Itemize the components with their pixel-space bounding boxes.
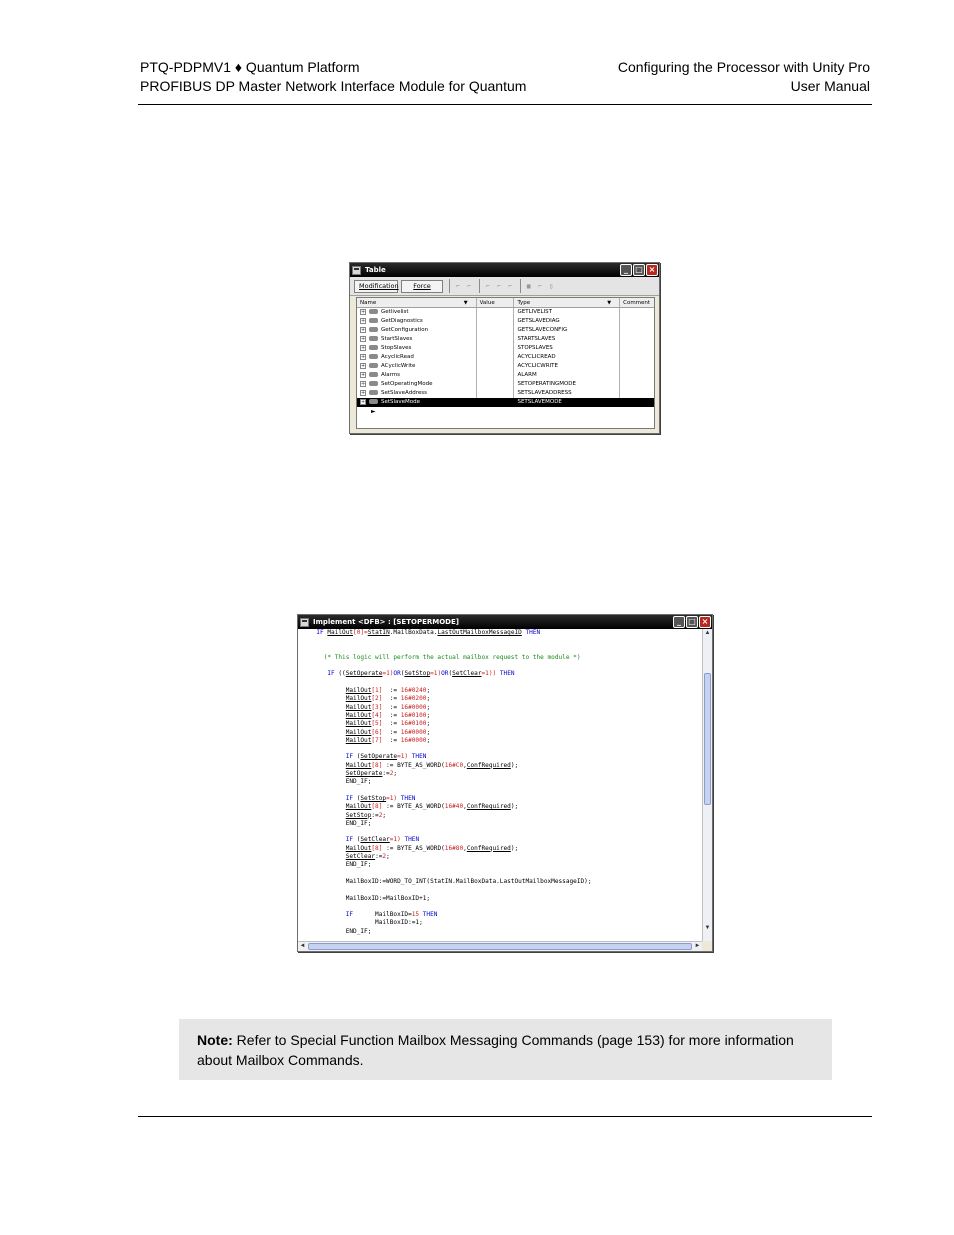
note-label: Note:: [197, 1032, 233, 1048]
row-type-cell: GETSLAVECONFIG: [514, 326, 620, 335]
code-line: MailBoxID:=WORD_TO_INT(StatIN.MailBoxData.LastOutMailboxMessageID);: [345, 877, 592, 885]
code-line: [298, 886, 592, 894]
row-type-cell: ACYCLICWRITE: [514, 362, 620, 371]
edge-toggle-icon[interactable]: ⌐ ⌐: [456, 282, 473, 290]
dfb-instance-icon: [369, 390, 378, 395]
row-value-cell: [477, 326, 515, 335]
expand-icon[interactable]: +: [361, 335, 366, 342]
table-row[interactable]: [357, 317, 654, 326]
code-line: MailOut[1] := 16#0240;: [345, 687, 431, 695]
scroll-up-icon[interactable]: ▲: [704, 630, 711, 636]
row-value-cell: [477, 308, 515, 317]
row-name-cell: [357, 344, 477, 353]
vertical-scroll-thumb[interactable]: [704, 673, 711, 805]
note-box: [179, 1019, 832, 1080]
dfb-instance-icon: [369, 354, 378, 359]
code-line: MailOut[8] := BYTE_AS_WORD(16#80,ConfRequired);: [345, 844, 519, 852]
expand-icon[interactable]: +: [361, 398, 366, 405]
modification-button[interactable]: Modification: [354, 280, 398, 293]
row-name-cell: [357, 362, 477, 371]
minimize-icon[interactable]: _: [620, 264, 632, 276]
code-line: MailOut[3] := 16#0000;: [345, 703, 431, 711]
row-type-cell: GETLIVELIST: [514, 308, 620, 317]
code-line: IF (SetClear=1) THEN: [345, 836, 420, 844]
row-type-cell: SETSLAVEMODE: [514, 398, 620, 407]
expand-icon[interactable]: +: [361, 308, 366, 315]
footer-rule: [138, 1116, 872, 1117]
row-value-cell: [477, 344, 515, 353]
scroll-down-icon[interactable]: ▼: [704, 925, 711, 931]
expand-icon[interactable]: +: [361, 353, 366, 360]
row-comment-cell: [620, 398, 654, 407]
scrollbar-corner: [702, 941, 712, 951]
code-line: [298, 662, 592, 670]
row-name-cell: [357, 308, 477, 317]
code-line: END_IF;: [345, 927, 372, 935]
editor-window-title: Implement <DFB> : [SETOPERMODE]: [313, 618, 459, 626]
code-line: IF MailBoxID=15 THEN: [345, 911, 438, 919]
table-window-title: Table: [365, 266, 386, 274]
table-window-titlebar[interactable]: [350, 263, 659, 277]
sort-arrow-icon[interactable]: ▼: [607, 300, 612, 306]
horizontal-scrollbar[interactable]: [298, 941, 702, 951]
row-value-cell: [477, 317, 515, 326]
row-name: AcyclicRead: [381, 354, 414, 360]
header-chapter: Configuring the Processor with Unity Pro: [617, 59, 870, 75]
editor-window-titlebar[interactable]: [298, 615, 712, 629]
row-value-cell: [477, 389, 515, 398]
code-line: END_IF;: [345, 819, 372, 827]
code-line: END_IF;: [345, 778, 372, 786]
row-name-cell: [357, 335, 477, 344]
code-line: MailBoxID:=1;: [345, 919, 423, 927]
row-comment-cell: [620, 389, 654, 398]
expand-icon[interactable]: +: [361, 380, 366, 387]
row-value-cell: [477, 398, 515, 407]
dfb-instance-icon: [369, 309, 378, 314]
code-line: IF MailOut[0]=StatIN.MailBoxData.LastOutMailboxMessageID THEN: [316, 629, 541, 636]
row-comment-cell: [620, 308, 654, 317]
variable-grid: [356, 297, 655, 429]
row-comment-cell: [620, 353, 654, 362]
table-row[interactable]: [357, 308, 654, 317]
code-line: MailBoxID:=MailBoxID+1;: [345, 894, 431, 902]
table-row[interactable]: [357, 326, 654, 335]
code-line: [298, 903, 592, 911]
toolbar-separator: [520, 279, 521, 293]
maximize-icon[interactable]: □: [633, 264, 645, 276]
expand-icon[interactable]: +: [361, 317, 366, 324]
dfb-instance-icon: [369, 381, 378, 386]
code-line: [298, 787, 592, 795]
code-line: (* This logic will perform the actual mailbox request to the module *): [323, 653, 581, 661]
table-row[interactable]: [357, 380, 654, 389]
app-icon: [300, 618, 309, 627]
row-name: StopSlaves: [381, 345, 412, 351]
table-row[interactable]: [357, 398, 654, 407]
app-icon: [352, 266, 361, 275]
row-name: SetSlaveAddress: [381, 390, 427, 396]
row-name-cell: [357, 353, 477, 362]
code-line: MailOut[7] := 16#0000;: [345, 736, 431, 744]
row-name-cell: [357, 317, 477, 326]
row-name: StartSlaves: [381, 336, 413, 342]
row-type-cell: STARTSLAVES: [514, 335, 620, 344]
code-line: MailOut[8] := BYTE_AS_WORD(16#C0,ConfRequired);: [345, 761, 519, 769]
sort-arrow-icon[interactable]: ▼: [463, 300, 468, 306]
row-comment-cell: [620, 335, 654, 344]
table-window: [349, 262, 660, 434]
code-editor[interactable]: [298, 629, 702, 943]
row-comment-cell: [620, 317, 654, 326]
row-comment-cell: [620, 371, 654, 380]
code-line: MailOut[6] := 16#0000;: [345, 728, 431, 736]
header-right: [618, 58, 870, 96]
expand-icon[interactable]: +: [361, 371, 366, 378]
row-name: GetConfiguration: [381, 327, 429, 333]
edge-force-icon[interactable]: ⌐ ⌐ ⌐: [485, 282, 514, 290]
code-line: IF (SetOperate=1) THEN: [345, 753, 427, 761]
row-name-cell: [357, 389, 477, 398]
code-line: SetStop:=2;: [345, 811, 387, 819]
table-row[interactable]: [357, 362, 654, 371]
grid-header: [357, 298, 654, 308]
header-rule: [138, 104, 872, 105]
row-name: SetSlaveMode: [381, 399, 421, 405]
grid-new-row[interactable]: [357, 407, 654, 416]
column-type[interactable]: Type ▼: [514, 298, 620, 307]
expand-icon[interactable]: +: [361, 344, 366, 351]
row-comment-cell: [620, 344, 654, 353]
row-type-cell: STOPSLAVES: [514, 344, 620, 353]
code-line: [298, 870, 592, 878]
grid-rows: [357, 308, 654, 407]
header-left: [140, 58, 526, 96]
dfb-instance-icon: [369, 399, 378, 404]
new-row-arrow-icon: ►: [371, 408, 376, 415]
row-comment-cell: [620, 362, 654, 371]
editor-window: [297, 614, 713, 952]
code-line: [298, 828, 592, 836]
dfb-instance-icon: [369, 345, 378, 350]
code-line: MailOut[5] := 16#0100;: [345, 720, 431, 728]
code-line: SetOperate:=2;: [345, 770, 398, 778]
row-value-cell: [477, 380, 515, 389]
row-name-cell: [357, 326, 477, 335]
header-product: PTQ-PDPMV1 ♦ Quantum Platform: [140, 59, 360, 75]
code-line: MailOut[2] := 16#0200;: [345, 695, 431, 703]
column-comment[interactable]: Comment: [623, 300, 651, 306]
row-name: SetOperatingMode: [381, 381, 433, 387]
toolbar-separator: [449, 279, 450, 293]
row-name: GetDiagnostics: [381, 318, 423, 324]
code-line: [298, 679, 592, 687]
scroll-left-icon[interactable]: ◄: [299, 943, 306, 949]
row-comment-cell: [620, 326, 654, 335]
maximize-icon[interactable]: □: [686, 616, 698, 628]
row-name: Alarms: [381, 372, 401, 378]
expand-icon[interactable]: +: [361, 362, 366, 369]
code-line: IF (SetStop=1) THEN: [345, 794, 416, 802]
vertical-scrollbar[interactable]: [702, 629, 712, 943]
code-line: IF ((SetOperate=1)OR(SetStop=1)OR(SetClear=1)) THEN: [327, 670, 515, 678]
code-line: [298, 637, 592, 645]
code-line: MailOut[8] := BYTE_AS_WORD(16#40,ConfRequired);: [345, 803, 519, 811]
table-row[interactable]: [357, 353, 654, 362]
table-toolbar: [350, 277, 659, 296]
row-type-cell: SETOPERATINGMODE: [514, 380, 620, 389]
scroll-right-icon[interactable]: ►: [694, 943, 701, 949]
row-name-cell: [357, 371, 477, 380]
horizontal-scroll-thumb[interactable]: [308, 943, 692, 950]
row-name-cell: [357, 398, 477, 407]
row-name: Getlivelist: [381, 309, 409, 315]
code-line: [298, 646, 592, 654]
grid-options-icon[interactable]: ▦ ⌐ ▯: [526, 282, 555, 290]
force-button[interactable]: Force: [401, 280, 443, 293]
table-row[interactable]: [357, 389, 654, 398]
table-row[interactable]: [357, 344, 654, 353]
row-name: ACyclicWrite: [381, 363, 416, 369]
note-text: Refer to Special Function Mailbox Messaging Commands (page 153) for more information about Mailbox Commands.: [197, 1032, 794, 1068]
row-type-cell: ALARM: [514, 371, 620, 380]
row-type-cell: ACYCLICREAD: [514, 353, 620, 362]
dfb-instance-icon: [369, 372, 378, 377]
code-line: END_IF;: [345, 861, 372, 869]
close-icon[interactable]: ×: [646, 264, 658, 276]
header-doc-type: User Manual: [790, 78, 870, 94]
dfb-instance-icon: [369, 363, 378, 368]
code-line: SetClear:=2;: [345, 853, 390, 861]
row-value-cell: [477, 335, 515, 344]
dfb-instance-icon: [369, 327, 378, 332]
row-value-cell: [477, 371, 515, 380]
row-value-cell: [477, 362, 515, 371]
column-value[interactable]: Value: [477, 298, 515, 307]
row-comment-cell: [620, 380, 654, 389]
row-value-cell: [477, 353, 515, 362]
dfb-instance-icon: [369, 318, 378, 323]
code-line: [298, 745, 592, 753]
column-name[interactable]: Name ▼: [357, 298, 477, 307]
table-row[interactable]: [357, 335, 654, 344]
dfb-instance-icon: [369, 336, 378, 341]
code-listing: [298, 629, 592, 936]
expand-icon[interactable]: +: [361, 326, 366, 333]
row-name-cell: [357, 380, 477, 389]
minimize-icon[interactable]: _: [673, 616, 685, 628]
row-type-cell: GETSLAVEDIAG: [514, 317, 620, 326]
close-icon[interactable]: ×: [699, 616, 711, 628]
table-row[interactable]: [357, 371, 654, 380]
row-type-cell: SETSLAVEADDRESS: [514, 389, 620, 398]
header-module: PROFIBUS DP Master Network Interface Module for Quantum: [140, 78, 527, 94]
code-line: MailOut[4] := 16#0100;: [345, 711, 431, 719]
toolbar-separator: [479, 279, 480, 293]
expand-icon[interactable]: +: [361, 389, 366, 396]
